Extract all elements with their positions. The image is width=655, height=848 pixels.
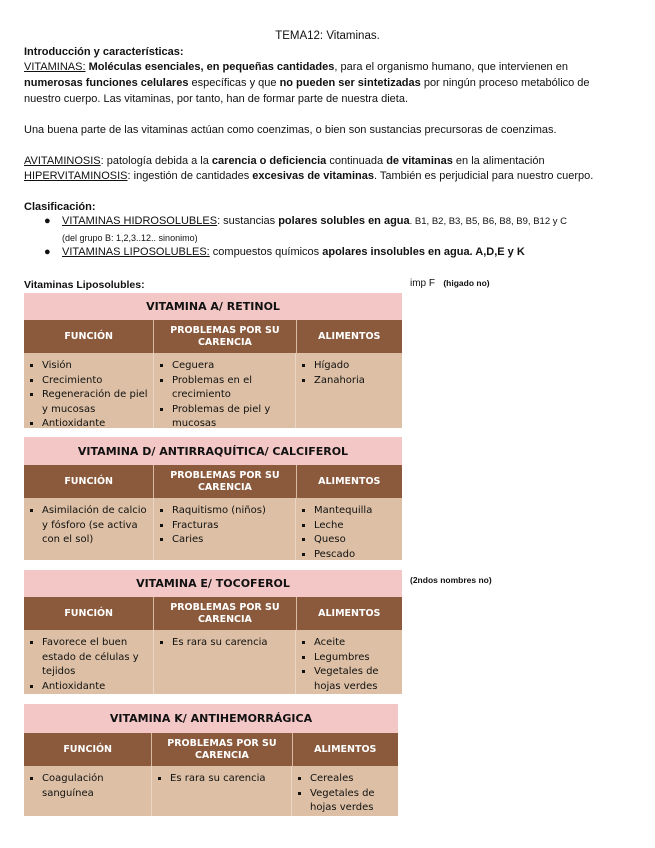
funcion-list [24,766,152,816]
list-item: ▪ Vegetales de hojas verdes [314,665,398,694]
list-item: ▪ Coagulación sanguínea [42,772,147,801]
list-item: ▪ Mantequilla [314,504,398,519]
coenzimas-paragraph: Una buena parte de las vitaminas actúan como coenzimas, o bien son sustancias precursoras de coenzimas. [24,124,557,136]
vitamin-table-title: VITAMINA D/ ANTIRRAQUÍTICA/ CALCIFEROL [24,437,402,465]
funcion-list [24,353,154,428]
col-alimentos: ALIMENTOS [318,475,381,487]
intro-heading: Introducción y características: [24,46,184,58]
list-item: ▪ Regeneración de piel y mucosas [42,388,149,417]
col-funcion: FUNCIÓN [24,465,154,498]
list-item: ▪ Crecimiento [42,374,149,389]
hidrosolubles-note: (del grupo B: 1,2,3..12.. sinonimo) [62,233,198,243]
col-funcion: FUNCIÓN [24,320,154,353]
funcion-list [24,630,154,694]
avitaminosis-definition: AVITAMINOSIS: patología debida a la carencia o deficiencia continuada de vitaminas en la alimentación [24,155,545,167]
vitamin-table-header [24,320,402,353]
col-problemas: PROBLEMAS POR SU CARENCIA [154,597,296,630]
vitamin-table-body [24,766,398,816]
funcion-list [24,498,154,560]
list-item: ▪ Hígado [314,359,398,374]
alimentos-list [296,498,402,560]
clasificacion-heading: Clasificación: [24,201,96,213]
col-alimentos: ALIMENTOS [318,330,381,342]
col-problemas: PROBLEMAS POR SU CARENCIA [152,733,292,766]
vitamin-table-title: VITAMINA A/ RETINOL [24,293,402,320]
vitamin-k-table [24,704,398,816]
problemas-list [152,766,292,816]
list-item: ▪ Favorece el buen estado de células y tejidos [42,636,149,680]
alimentos-list [296,353,402,428]
list-item: ▪ Visión [42,359,149,374]
page-title: TEMA12: Vitaminas. [275,30,380,42]
list-item: ▪ Zanahoria [314,374,398,389]
col-alimentos: ALIMENTOS [318,607,381,619]
list-item: ▪ Leche [314,519,398,534]
vitamin-table-title: VITAMINA E/ TOCOFEROL [24,570,402,597]
list-item: ▪ Caries [172,533,291,548]
vitaminas-definition: VITAMINAS: Moléculas esenciales, en pequeñas cantidades, para el organismo humano, que intervienen en numerosas funciones celulares específicas y que no pueden ser sintetizadas por ningún proceso metabólico de nuestro cuerpo. Las vitaminas, por tanto, han de formar parte de nuestra dieta. [24,61,590,105]
vitamin-table-body [24,630,402,694]
vitamin-d-table [24,437,402,560]
vitamin-table-header [24,597,402,630]
side-note-imp: imp F (higado no) [410,278,490,289]
vitamin-table-body [24,353,402,428]
vitamin-e-table [24,570,402,694]
list-item: ▪ Fracturas [172,519,291,534]
vitamin-table-body [24,498,402,560]
vitamin-table-header [24,733,398,766]
side-note-nombres: (2ndos nombres no) [410,575,492,585]
list-item: ▪ Antioxidante [42,680,149,695]
col-funcion: FUNCIÓN [24,597,154,630]
col-funcion: FUNCIÓN [24,733,152,766]
list-item: ▪ Es rara su carencia [172,636,291,651]
list-item: ▪ Queso [314,533,398,548]
problemas-list [154,498,296,560]
col-problemas: PROBLEMAS POR SU CARENCIA [154,320,296,353]
list-item: ▪ Pescado [314,548,398,561]
list-item: ▪ Vegetales de hojas verdes [310,787,394,816]
list-item: ▪ Problemas en el crecimiento [172,374,291,403]
list-item: ▪ Cereales [310,772,394,787]
list-item: ▪ Aceite [314,636,398,651]
alimentos-list [292,766,398,816]
alimentos-list [296,630,402,694]
hipervitaminosis-definition: HIPERVITAMINOSIS: ingestión de cantidades excesivas de vitaminas. También es perjudicial para nuestro cuerpo. [24,170,594,182]
vitamin-a-table [24,293,402,428]
liposolubles-heading: Vitaminas Liposolubles: [24,279,145,291]
col-alimentos: ALIMENTOS [314,743,377,755]
list-item: ▪ Antioxidante [42,417,149,428]
list-item: ▪ Problemas de piel y mucosas [172,403,291,429]
problemas-list [154,353,296,428]
list-item: ▪ Ceguera [172,359,291,374]
list-item: ▪ Es rara su carencia [170,772,287,787]
vitamin-table-title: VITAMINA K/ ANTIHEMORRÁGICA [24,704,398,733]
problemas-list [154,630,296,694]
list-item: ▪ Raquitismo (niños) [172,504,291,519]
list-item: ▪ Asimilación de calcio y fósforo (se activa con el sol) [42,504,149,548]
list-item: ▪ Legumbres [314,651,398,666]
vitamin-table-header [24,465,402,498]
col-problemas: PROBLEMAS POR SU CARENCIA [154,465,296,498]
